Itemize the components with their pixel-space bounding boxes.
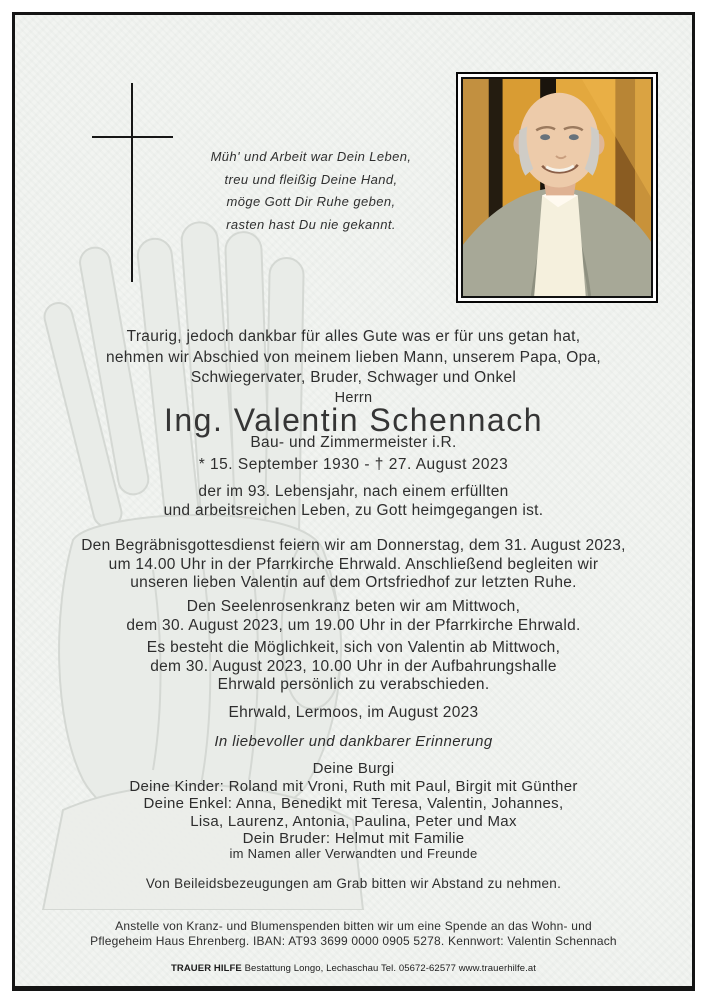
intro-line: Traurig, jedoch dankbar für alles Gute was er für uns getan hat, bbox=[126, 328, 581, 345]
farewell-paragraph bbox=[15, 639, 692, 695]
verse-line: möge Gott Dir Ruhe geben, bbox=[226, 194, 396, 209]
funeral-home-footer bbox=[15, 963, 692, 974]
donation-note bbox=[15, 919, 692, 948]
condolence-note: Von Beileidsbezeugungen am Grab bitten wir Abstand zu nehmen. bbox=[145, 876, 562, 891]
salutation: Herrn bbox=[334, 390, 373, 406]
verse-line: Müh' und Arbeit war Dein Leben, bbox=[210, 149, 412, 164]
rosary-paragraph bbox=[15, 598, 692, 635]
family-line: Deine Burgi bbox=[312, 760, 395, 777]
family-line: Lisa, Laurenz, Antonia, Paulina, Peter und Max bbox=[190, 812, 517, 830]
life-paragraph bbox=[15, 483, 692, 520]
funeral-home-info: Bestattung Longo, Lechaschau Tel. 05672-62577 www.trauerhilfe.at bbox=[241, 963, 537, 974]
family-closing: im Namen aller Verwandten und Freunde bbox=[229, 846, 478, 861]
cross-horizontal-bar bbox=[92, 136, 173, 138]
funeral-home-brand: TRAUER HILFE bbox=[170, 963, 242, 974]
family-list bbox=[15, 760, 692, 848]
intro-paragraph bbox=[15, 327, 692, 389]
family-line: Dein Bruder: Helmut mit Familie bbox=[242, 830, 465, 847]
birth-death-dates: * 15. September 1930 - † 27. August 2023 bbox=[198, 456, 509, 473]
donation-line: Anstelle von Kranz- und Blumenspenden bitten wir um eine Spende an das Wohn- und bbox=[115, 919, 592, 933]
rosary-line: dem 30. August 2023, um 19.00 Uhr in der Pfarrkirche Ehrwald. bbox=[126, 616, 581, 634]
funeral-service-line: um 14.00 Uhr in der Pfarrkirche Ehrwald. Anschließend begleiten wir bbox=[108, 555, 599, 573]
rosary-line: Den Seelenrosenkranz beten wir am Mittwoch, bbox=[186, 598, 521, 615]
portrait-photo bbox=[461, 77, 653, 298]
farewell-line: Ehrwald persönlich zu verabschieden. bbox=[217, 676, 490, 693]
funeral-service-line: unseren lieben Valentin auf dem Ortsfriedhof zur letzten Ruhe. bbox=[130, 574, 577, 591]
verse-line: rasten hast Du nie gekannt. bbox=[226, 216, 396, 232]
place-and-date: Ehrwald, Lermoos, im August 2023 bbox=[228, 704, 479, 721]
farewell-line: dem 30. August 2023, 10.00 Uhr in der Aufbahrungshalle bbox=[150, 657, 557, 675]
deceased-name: Ing. Valentin Schennach bbox=[163, 402, 544, 438]
portrait-photo-frame bbox=[456, 72, 658, 303]
family-line: Deine Enkel: Anna, Benedikt mit Teresa, Valentin, Johannes, bbox=[143, 795, 564, 812]
remembrance-line: In liebevoller und dankbarer Erinnerung bbox=[214, 733, 493, 750]
funeral-service-line: Den Begräbnisgottesdienst feiern wir am Donnerstag, dem 31. August 2023, bbox=[81, 537, 626, 554]
life-line: und arbeitsreichen Leben, zu Gott heimgegangen ist. bbox=[163, 501, 544, 519]
intro-line: Schwiegervater, Bruder, Schwager und Onkel bbox=[190, 369, 517, 386]
verse-line: treu und fleißig Deine Hand, bbox=[224, 171, 398, 187]
funeral-service-paragraph bbox=[15, 537, 692, 593]
obituary-card bbox=[12, 12, 695, 991]
farewell-line: Es besteht die Möglichkeit, sich von Valentin ab Mittwoch, bbox=[146, 639, 561, 656]
deceased-profession: Bau- und Zimmermeister i.R. bbox=[250, 434, 457, 451]
life-line: der im 93. Lebensjahr, nach einem erfüllten bbox=[198, 483, 509, 500]
intro-line: nehmen wir Abschied von meinem lieben Mann, unserem Papa, Opa, bbox=[105, 348, 602, 366]
donation-line: Pflegeheim Haus Ehrenberg. IBAN: AT93 3699 0000 0905 5278. Kennwort: Valentin Schennach bbox=[90, 933, 617, 948]
family-line: Deine Kinder: Roland mit Vroni, Ruth mit Paul, Birgit mit Günther bbox=[129, 777, 578, 795]
